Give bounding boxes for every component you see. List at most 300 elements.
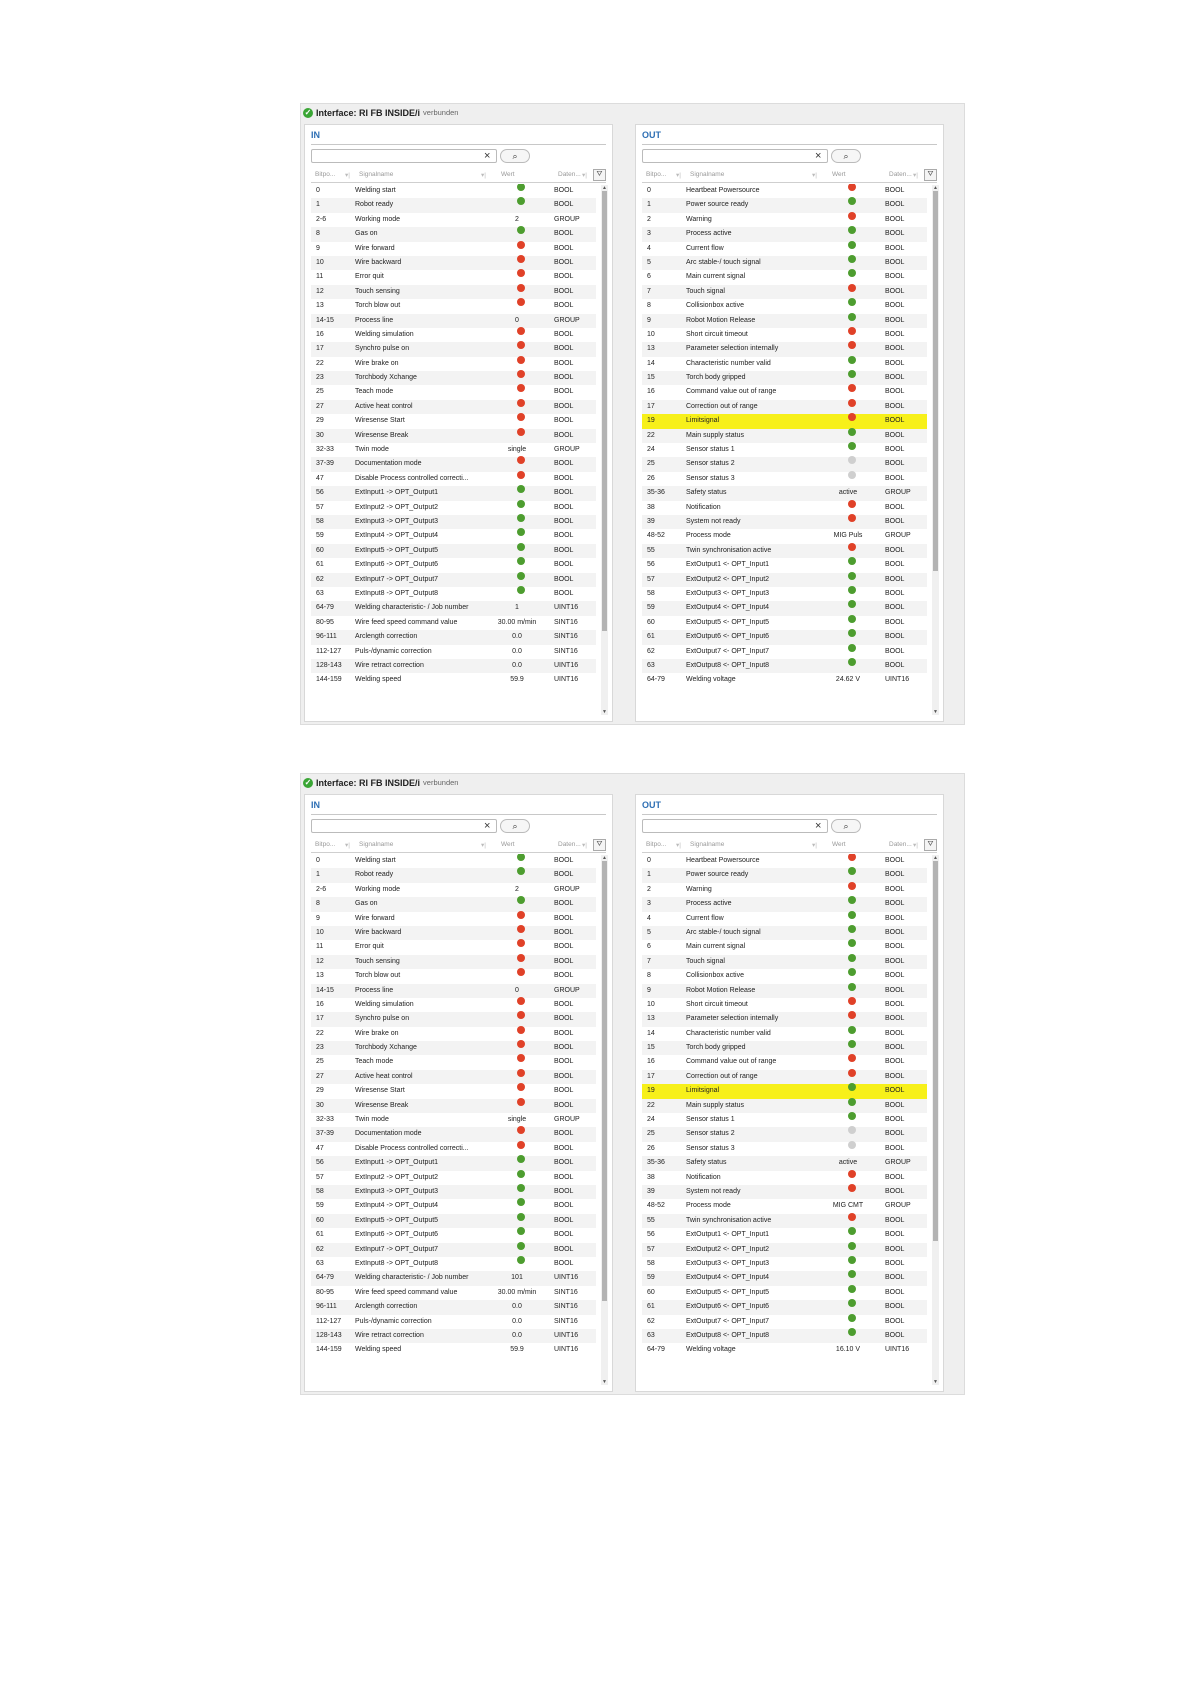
table-row[interactable] — [311, 299, 596, 313]
table-row[interactable] — [642, 443, 927, 457]
table-row[interactable] — [311, 472, 596, 486]
table-row[interactable] — [311, 630, 596, 644]
table-row[interactable] — [642, 213, 927, 227]
column-header-bitposition[interactable]: Bitpo... — [646, 171, 667, 178]
column-header-value[interactable]: Wert — [501, 171, 515, 178]
signal-name: ExtInput8 -> OPT_Output8 — [355, 1259, 439, 1267]
scrollbar-thumb[interactable] — [602, 861, 607, 1301]
table-row[interactable] — [311, 1185, 596, 1199]
table-row[interactable] — [311, 198, 596, 212]
table-row[interactable] — [642, 912, 927, 926]
signal-name: Current flow — [686, 914, 724, 922]
signal-name: Main current signal — [686, 273, 746, 281]
table-row[interactable] — [642, 645, 927, 659]
data-type: UINT16 — [885, 1346, 910, 1354]
bit-position: 63 — [647, 1331, 655, 1339]
table-row[interactable] — [311, 883, 596, 897]
green-status-dot-icon — [517, 1256, 525, 1264]
table-row[interactable] — [311, 1257, 596, 1271]
search-button[interactable] — [831, 149, 861, 163]
table-row[interactable] — [311, 1329, 596, 1343]
table-row[interactable] — [642, 955, 927, 969]
column-header-value[interactable]: Wert — [501, 841, 515, 848]
signal-name: ExtInput3 -> OPT_Output3 — [355, 1187, 439, 1195]
red-status-dot-icon — [848, 341, 856, 349]
data-type: BOOL — [554, 957, 574, 965]
table-row[interactable] — [642, 1329, 927, 1343]
data-type: BOOL — [554, 302, 574, 310]
scroll-up-icon[interactable]: ▲ — [602, 855, 607, 861]
table-row[interactable] — [642, 926, 927, 940]
signal-name: Welding speed — [355, 1346, 402, 1354]
table-row[interactable] — [642, 1070, 927, 1084]
signal-name: Warning — [686, 885, 712, 893]
table-row[interactable] — [642, 184, 927, 198]
table-row[interactable] — [311, 1343, 596, 1357]
green-status-dot-icon — [517, 543, 525, 551]
filter-icon[interactable]: ⛛ — [924, 169, 937, 181]
signal-name: Wire feed speed command value — [355, 1288, 458, 1296]
table-row[interactable] — [642, 371, 927, 385]
clear-icon[interactable]: × — [815, 150, 822, 162]
table-row[interactable] — [311, 897, 596, 911]
vertical-scrollbar[interactable] — [932, 855, 939, 1385]
bit-position: 144-159 — [316, 1346, 342, 1354]
signal-name: Teach mode — [355, 388, 394, 396]
grey-status-dot-icon — [848, 1141, 856, 1149]
signal-name: Robot ready — [355, 871, 394, 879]
table-row[interactable] — [311, 1199, 596, 1213]
table-row[interactable] — [311, 1127, 596, 1141]
table-row[interactable] — [311, 457, 596, 471]
table-row[interactable] — [311, 1142, 596, 1156]
table-row[interactable] — [311, 1228, 596, 1242]
sort-icon[interactable]: ▾| — [676, 172, 681, 179]
signal-name: Puls-/dynamic correction — [355, 647, 432, 655]
filter-icon[interactable]: ⛛ — [593, 169, 606, 181]
signal-name: ExtInput4 -> OPT_Output4 — [355, 532, 439, 540]
table-row-highlighted[interactable] — [642, 414, 927, 428]
table-row[interactable] — [311, 1271, 596, 1285]
scroll-up-icon[interactable]: ▲ — [933, 185, 938, 191]
bit-position: 16 — [647, 388, 655, 396]
table-row[interactable] — [642, 883, 927, 897]
table-row[interactable] — [311, 429, 596, 443]
table-row[interactable] — [311, 558, 596, 572]
signal-name: Welding voltage — [686, 1346, 736, 1354]
table-row[interactable] — [642, 486, 927, 500]
table-row[interactable] — [311, 486, 596, 500]
table-row[interactable] — [311, 1084, 596, 1098]
column-header-signalname[interactable]: Signalname — [690, 841, 725, 848]
sort-icon[interactable]: ▾| — [812, 172, 817, 179]
signal-name: ExtInput3 -> OPT_Output3 — [355, 517, 439, 525]
table-row[interactable] — [311, 1027, 596, 1041]
table-row[interactable] — [642, 601, 927, 615]
table-row[interactable] — [311, 242, 596, 256]
data-type: BOOL — [885, 957, 905, 965]
bit-position: 2-6 — [316, 215, 327, 223]
vertical-scrollbar[interactable] — [932, 185, 939, 715]
table-row[interactable] — [311, 544, 596, 558]
red-status-dot-icon — [517, 939, 525, 947]
table-row[interactable] — [642, 573, 927, 587]
red-status-dot-icon — [848, 212, 856, 220]
table-row[interactable] — [311, 371, 596, 385]
table-row[interactable] — [642, 227, 927, 241]
table-row[interactable] — [642, 198, 927, 212]
signal-value: 0 — [515, 316, 519, 324]
clear-icon[interactable]: × — [484, 150, 491, 162]
table-row[interactable] — [642, 1286, 927, 1300]
signal-name: Wire backward — [355, 928, 402, 936]
sort-icon[interactable]: ▾| — [345, 172, 350, 179]
table-row[interactable] — [311, 443, 596, 457]
data-type: BOOL — [885, 928, 905, 936]
table-row[interactable] — [311, 955, 596, 969]
search-icon: ⌕ — [843, 151, 849, 161]
bit-position: 37-39 — [316, 460, 334, 468]
column-header-signalname[interactable]: Signalname — [359, 171, 394, 178]
table-row[interactable] — [311, 213, 596, 227]
scroll-up-icon[interactable]: ▲ — [602, 185, 607, 191]
table-row[interactable] — [642, 897, 927, 911]
table-row[interactable] — [642, 1127, 927, 1141]
table-row[interactable] — [642, 998, 927, 1012]
table-row[interactable] — [642, 544, 927, 558]
table-row[interactable] — [642, 1055, 927, 1069]
column-header-signalname[interactable]: Signalname — [359, 841, 394, 848]
check-circle-icon: ✓ — [304, 108, 312, 117]
green-status-dot-icon — [848, 867, 856, 875]
bit-position: 23 — [316, 374, 324, 382]
table-row[interactable] — [642, 1199, 927, 1213]
clear-icon[interactable]: × — [815, 820, 822, 832]
signal-name: Twin mode — [355, 446, 389, 454]
interface-label: Interface: RI FB INSIDE/i — [316, 778, 421, 788]
signal-name: ExtOutput7 <- OPT_Input7 — [686, 1317, 770, 1325]
signal-name: Welding start — [355, 187, 396, 194]
column-header-value[interactable]: Wert — [832, 171, 846, 178]
scroll-down-icon[interactable]: ▼ — [602, 1379, 607, 1385]
data-type: BOOL — [554, 1245, 574, 1253]
data-type: BOOL — [554, 517, 574, 525]
signal-name: ExtOutput2 <- OPT_Input2 — [686, 575, 770, 583]
table-row[interactable] — [311, 357, 596, 371]
column-header-datatype[interactable]: Daten... — [889, 841, 912, 848]
table-row[interactable] — [311, 868, 596, 882]
table-row[interactable] — [642, 659, 927, 673]
table-row[interactable] — [642, 1214, 927, 1228]
signal-name: Power source ready — [686, 201, 749, 209]
table-row[interactable] — [642, 984, 927, 998]
column-header-datatype[interactable]: Daten... — [889, 171, 912, 178]
table-row[interactable] — [311, 314, 596, 328]
table-row[interactable] — [642, 328, 927, 342]
table-row[interactable] — [311, 645, 596, 659]
bit-position: 1 — [316, 871, 320, 879]
bit-position: 16 — [316, 330, 324, 338]
table-row[interactable] — [642, 868, 927, 882]
table-row[interactable] — [311, 659, 596, 673]
bit-position: 57 — [647, 1245, 655, 1253]
table-row[interactable] — [642, 1315, 927, 1329]
green-status-dot-icon — [848, 586, 856, 594]
table-row[interactable] — [642, 969, 927, 983]
bit-position: 9 — [316, 914, 320, 922]
data-type: BOOL — [885, 1288, 905, 1296]
table-row[interactable] — [311, 1156, 596, 1170]
column-header-datatype[interactable]: Daten... — [558, 841, 581, 848]
vertical-scrollbar[interactable] — [601, 855, 608, 1385]
sort-icon[interactable]: ▾| — [582, 842, 587, 849]
signal-name: Active heat control — [355, 402, 413, 410]
table-row[interactable] — [642, 270, 927, 284]
sort-icon[interactable]: ▾| — [582, 172, 587, 179]
scroll-down-icon[interactable]: ▼ — [933, 709, 938, 715]
bit-position: 25 — [316, 1058, 324, 1066]
table-row[interactable] — [311, 342, 596, 356]
column-header-row — [642, 169, 937, 183]
table-row[interactable] — [642, 1027, 927, 1041]
table-row[interactable] — [311, 912, 596, 926]
table-row[interactable] — [311, 256, 596, 270]
table-row[interactable] — [642, 256, 927, 270]
table-row[interactable] — [311, 1214, 596, 1228]
table-row[interactable] — [642, 1185, 927, 1199]
column-header-row — [642, 839, 937, 853]
table-row[interactable] — [642, 587, 927, 601]
signal-name: Process active — [686, 900, 732, 908]
table-row[interactable] — [311, 184, 596, 198]
bit-position: 22 — [316, 359, 324, 367]
table-row[interactable] — [311, 1286, 596, 1300]
table-row[interactable] — [642, 285, 927, 299]
vertical-scrollbar[interactable] — [601, 185, 608, 715]
table-row[interactable] — [642, 1171, 927, 1185]
filter-icon[interactable]: ⛛ — [924, 839, 937, 851]
sort-icon[interactable]: ▾| — [913, 172, 918, 179]
table-row[interactable] — [642, 515, 927, 529]
search-input[interactable] — [311, 819, 497, 833]
data-type: SINT16 — [554, 647, 578, 655]
table-row[interactable] — [311, 1113, 596, 1127]
table-row[interactable] — [311, 926, 596, 940]
sort-icon[interactable]: ▾| — [812, 842, 817, 849]
table-row[interactable] — [642, 1041, 927, 1055]
table-row[interactable] — [311, 573, 596, 587]
table-row[interactable] — [642, 1271, 927, 1285]
bit-position: 58 — [316, 1187, 324, 1195]
signal-name: Power source ready — [686, 871, 749, 879]
red-status-dot-icon — [848, 399, 856, 407]
table-row[interactable] — [311, 385, 596, 399]
data-type: BOOL — [554, 287, 574, 295]
data-type: BOOL — [554, 561, 574, 569]
table-row[interactable] — [642, 630, 927, 644]
table-row[interactable] — [311, 328, 596, 342]
scroll-down-icon[interactable]: ▼ — [933, 1379, 938, 1385]
table-row[interactable] — [311, 1300, 596, 1314]
table-row[interactable] — [642, 342, 927, 356]
table-row[interactable] — [642, 616, 927, 630]
signal-name: Short circuit timeout — [686, 330, 748, 338]
scroll-up-icon[interactable]: ▲ — [933, 855, 938, 861]
table-row[interactable] — [311, 673, 596, 687]
column-header-bitposition[interactable]: Bitpo... — [646, 841, 667, 848]
search-button[interactable] — [831, 819, 861, 833]
search-input[interactable] — [642, 819, 828, 833]
table-row[interactable] — [642, 1012, 927, 1026]
clear-icon[interactable]: × — [484, 820, 491, 832]
signal-name: ExtOutput8 <- OPT_Input8 — [686, 1331, 770, 1339]
sort-icon[interactable]: ▾| — [481, 172, 486, 179]
table-row[interactable] — [311, 998, 596, 1012]
table-row[interactable] — [642, 472, 927, 486]
data-type: BOOL — [554, 914, 574, 922]
table-row[interactable] — [311, 969, 596, 983]
green-status-dot-icon — [848, 600, 856, 608]
search-input[interactable] — [311, 149, 497, 163]
table-row[interactable] — [642, 529, 927, 543]
table-row[interactable] — [311, 1041, 596, 1055]
data-type: BOOL — [554, 1173, 574, 1181]
table-row[interactable] — [642, 457, 927, 471]
column-header-datatype[interactable]: Daten... — [558, 171, 581, 178]
table-row[interactable] — [642, 501, 927, 515]
table-row-highlighted[interactable] — [642, 1084, 927, 1098]
data-type: BOOL — [554, 402, 574, 410]
data-type: BOOL — [554, 201, 574, 209]
data-type: BOOL — [885, 330, 905, 338]
table-row[interactable] — [642, 1156, 927, 1170]
table-row[interactable] — [311, 1055, 596, 1069]
search-input[interactable] — [642, 149, 828, 163]
data-type: BOOL — [885, 287, 905, 295]
table-row[interactable] — [311, 400, 596, 414]
signal-name: Error quit — [355, 943, 384, 951]
table-row[interactable] — [642, 1142, 927, 1156]
table-row[interactable] — [642, 357, 927, 371]
column-header-signalname[interactable]: Signalname — [690, 171, 725, 178]
table-row[interactable] — [311, 854, 596, 868]
green-status-dot-icon — [848, 557, 856, 565]
table-row[interactable] — [311, 270, 596, 284]
scrollbar-thumb[interactable] — [602, 191, 607, 631]
signal-name: Wiresense Break — [355, 1101, 409, 1109]
sort-icon[interactable]: ▾| — [481, 842, 486, 849]
signal-name: Limitsignal — [686, 1087, 720, 1095]
data-type: BOOL — [885, 1029, 905, 1037]
table-row[interactable] — [311, 1243, 596, 1257]
column-header-value[interactable]: Wert — [832, 841, 846, 848]
table-row[interactable] — [311, 515, 596, 529]
table-row[interactable] — [642, 1228, 927, 1242]
table-row[interactable] — [311, 940, 596, 954]
signal-value: 101 — [511, 1274, 523, 1282]
data-type: BOOL — [885, 1087, 905, 1095]
table-row[interactable] — [642, 400, 927, 414]
search-button[interactable] — [500, 819, 530, 833]
table-row[interactable] — [311, 601, 596, 615]
table-row[interactable] — [642, 1243, 927, 1257]
table-row[interactable] — [642, 429, 927, 443]
red-status-dot-icon — [517, 1098, 525, 1106]
table-row[interactable] — [642, 1113, 927, 1127]
bit-position: 38 — [647, 503, 655, 511]
bit-position: 8 — [316, 230, 320, 238]
table-row[interactable] — [311, 414, 596, 428]
table-row[interactable] — [642, 1257, 927, 1271]
signal-name: Welding characteristic- / Job number — [355, 604, 469, 612]
table-row[interactable] — [642, 1343, 927, 1357]
table-row[interactable] — [311, 227, 596, 241]
table-row[interactable] — [311, 1070, 596, 1084]
table-row[interactable] — [642, 854, 927, 868]
bit-position: 39 — [647, 1187, 655, 1195]
bit-position: 13 — [316, 972, 324, 980]
red-status-dot-icon — [517, 1141, 525, 1149]
table-row[interactable] — [642, 314, 927, 328]
data-type: BOOL — [885, 1274, 905, 1282]
table-row[interactable] — [311, 1171, 596, 1185]
table-row[interactable] — [642, 385, 927, 399]
table-row[interactable] — [311, 285, 596, 299]
scroll-down-icon[interactable]: ▼ — [602, 709, 607, 715]
table-row[interactable] — [311, 501, 596, 515]
column-header-bitposition[interactable]: Bitpo... — [315, 171, 336, 178]
data-type: BOOL — [554, 460, 574, 468]
table-row[interactable] — [311, 1012, 596, 1026]
table-row[interactable] — [311, 587, 596, 601]
table-row[interactable] — [642, 1300, 927, 1314]
filter-icon[interactable]: ⛛ — [593, 839, 606, 851]
scrollbar-thumb[interactable] — [933, 191, 938, 571]
sort-icon[interactable]: ▾| — [913, 842, 918, 849]
table-row[interactable] — [311, 529, 596, 543]
table-row[interactable] — [642, 299, 927, 313]
table-row[interactable] — [642, 558, 927, 572]
bit-position: 48-52 — [647, 1202, 665, 1210]
bit-position: 6 — [647, 273, 651, 281]
data-type: SINT16 — [554, 1303, 578, 1311]
data-type: UINT16 — [554, 1274, 579, 1282]
search-button[interactable] — [500, 149, 530, 163]
table-row[interactable] — [311, 984, 596, 998]
table-row[interactable] — [642, 242, 927, 256]
column-header-bitposition[interactable]: Bitpo... — [315, 841, 336, 848]
table-row[interactable] — [642, 673, 927, 687]
data-type: BOOL — [885, 1317, 905, 1325]
sort-icon[interactable]: ▾| — [676, 842, 681, 849]
red-status-dot-icon — [848, 413, 856, 421]
data-type: BOOL — [554, 1216, 574, 1224]
scrollbar-thumb[interactable] — [933, 861, 938, 1241]
table-row[interactable] — [642, 1099, 927, 1113]
table-row[interactable] — [311, 616, 596, 630]
in-panel — [304, 124, 613, 722]
bit-position: 2 — [647, 215, 651, 223]
bit-position: 15 — [647, 1044, 655, 1052]
bit-position: 60 — [316, 1216, 324, 1224]
signal-name: Characteristic number valid — [686, 1029, 771, 1037]
table-row[interactable] — [311, 1099, 596, 1113]
table-row[interactable] — [642, 940, 927, 954]
sort-icon[interactable]: ▾| — [345, 842, 350, 849]
signal-name: Wiresense Start — [355, 417, 405, 425]
red-status-dot-icon — [848, 1011, 856, 1019]
table-row[interactable] — [311, 1315, 596, 1329]
